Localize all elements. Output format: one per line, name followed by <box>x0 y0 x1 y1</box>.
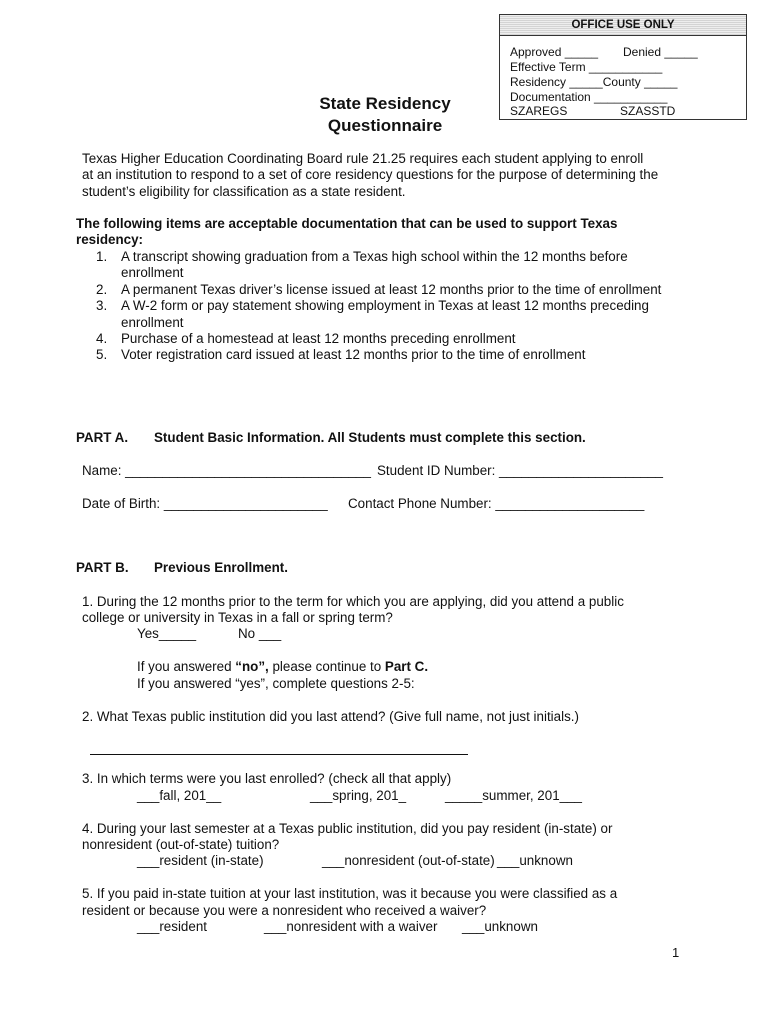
name-field[interactable]: Name: _________________________________ <box>82 463 371 478</box>
intro-paragraph <box>82 151 692 200</box>
title-line-2: Questionnaire <box>327 116 443 135</box>
list-item-number: 3. <box>96 298 108 314</box>
list-item <box>96 347 696 363</box>
office-use-box <box>499 14 747 120</box>
list-item-text: A W-2 form or pay statement showing employment in Texas at least 12 months preceding <box>121 298 649 314</box>
q3-summer-option[interactable]: _____summer, 201___ <box>445 788 582 803</box>
q4-nonresident-option[interactable]: ___nonresident (out-of-state) <box>322 853 495 868</box>
part-b-label: PART B. <box>76 560 129 575</box>
q5-unknown-option[interactable]: ___unknown <box>462 919 538 934</box>
contact-phone-field[interactable]: Contact Phone Number: ____________________ <box>348 496 645 511</box>
question-5-line-1: 5. If you paid in-state tuition at your last institution, was it because you were classified as a <box>82 886 618 901</box>
q4-unknown-option[interactable]: ___unknown <box>497 853 573 868</box>
list-item-number: 5. <box>96 347 108 363</box>
student-id-field[interactable]: Student ID Number: ______________________ <box>377 463 663 478</box>
office-szaregs: SZAREGS <box>510 104 568 118</box>
if-no-answer: “no”, <box>235 659 269 674</box>
list-item-number: 2. <box>96 281 108 297</box>
list-item-text: Purchase of a homestead at least 12 months preceding enrollment <box>121 331 516 347</box>
intro-line: Texas Higher Education Coordinating Board rule 21.25 requires each student applying to enroll <box>82 151 644 166</box>
question-4-line-2: nonresident (out-of-state) tuition? <box>82 837 280 852</box>
if-no-text: If you answered <box>137 659 236 674</box>
intro-line: at an institution to respond to a set of core residency questions for the purpose of determining the <box>82 167 659 183</box>
list-item-text: A permanent Texas driver’s license issued at least 12 months prior to the time of enrollment <box>121 281 662 297</box>
question-4-line-1: 4. During your last semester at a Texas public institution, did you pay resident (in-state) or <box>82 821 613 836</box>
documentation-list <box>96 249 696 364</box>
question-5-line-2: resident or because you were a nonresident who received a waiver? <box>82 903 487 918</box>
list-item <box>96 298 696 331</box>
office-effective-term: Effective Term ___________ <box>510 60 663 74</box>
q5-waiver-option[interactable]: ___nonresident with a waiver <box>264 919 438 934</box>
list-item <box>96 331 696 347</box>
office-approved-row <box>510 45 698 59</box>
list-item <box>96 282 696 298</box>
part-b-title: Previous Enrollment. <box>154 560 288 575</box>
date-of-birth-field[interactable]: Date of Birth: ______________________ <box>82 496 328 511</box>
office-documentation: Documentation ___________ <box>510 90 668 104</box>
q1-yes-option[interactable]: Yes_____ <box>137 626 197 641</box>
office-denied: Denied _____ <box>623 45 698 59</box>
page-number: 1 <box>672 945 680 960</box>
page-title <box>300 93 470 137</box>
if-no-text: please continue to <box>268 659 385 674</box>
documentation-heading <box>76 216 686 249</box>
if-no-instruction <box>137 659 428 674</box>
list-item-number: 1. <box>96 249 108 264</box>
office-use-header: OFFICE USE ONLY <box>500 15 746 36</box>
office-szasstd: SZASSTD <box>620 104 676 118</box>
question-3: 3. In which terms were you last enrolled? (check all that apply) <box>82 771 452 786</box>
documentation-heading-line: residency: <box>76 232 143 248</box>
list-item-text: Voter registration card issued at least 12 months prior to the time of enrollment <box>121 347 586 363</box>
list-item-text: enrollment <box>121 265 184 281</box>
q1-no-option[interactable]: No ___ <box>238 626 282 641</box>
list-item-number: 4. <box>96 331 108 347</box>
question-2: 2. What Texas public institution did you last attend? (Give full name, not just initials.) <box>82 709 579 724</box>
q3-fall-option[interactable]: ___fall, 201__ <box>137 788 222 803</box>
office-residency: Residency _____County _____ <box>510 75 678 89</box>
q3-spring-option[interactable]: ___spring, 201_ <box>310 788 407 803</box>
q4-resident-option[interactable]: ___resident (in-state) <box>137 853 264 868</box>
question-1-line-2: college or university in Texas in a fall or spring term? <box>82 610 393 625</box>
title-line-1: State Residency <box>319 94 451 113</box>
part-a-title: Student Basic Information. All Students must complete this section. <box>154 430 586 445</box>
part-a-label: PART A. <box>76 430 129 445</box>
list-item-text: A transcript showing graduation from a Texas high school within the 12 months before <box>121 249 628 264</box>
if-yes-instruction: If you answered “yes”, complete questions 2-5: <box>137 676 415 691</box>
list-item <box>96 249 696 282</box>
if-no-part-ref: Part C. <box>384 659 429 674</box>
q5-resident-option[interactable]: ___resident <box>137 919 207 934</box>
list-item-text: enrollment <box>121 314 184 330</box>
institution-answer-line[interactable] <box>90 754 468 755</box>
office-approved: Approved _____ <box>510 45 599 59</box>
office-codes-row <box>510 104 676 118</box>
question-1-line-1: 1. During the 12 months prior to the term for which you are applying, did you attend a public <box>82 594 624 609</box>
documentation-heading-line: The following items are acceptable documentation that can be used to support Texas <box>76 216 618 231</box>
intro-line: student’s eligibility for classification as a state resident. <box>82 183 406 199</box>
